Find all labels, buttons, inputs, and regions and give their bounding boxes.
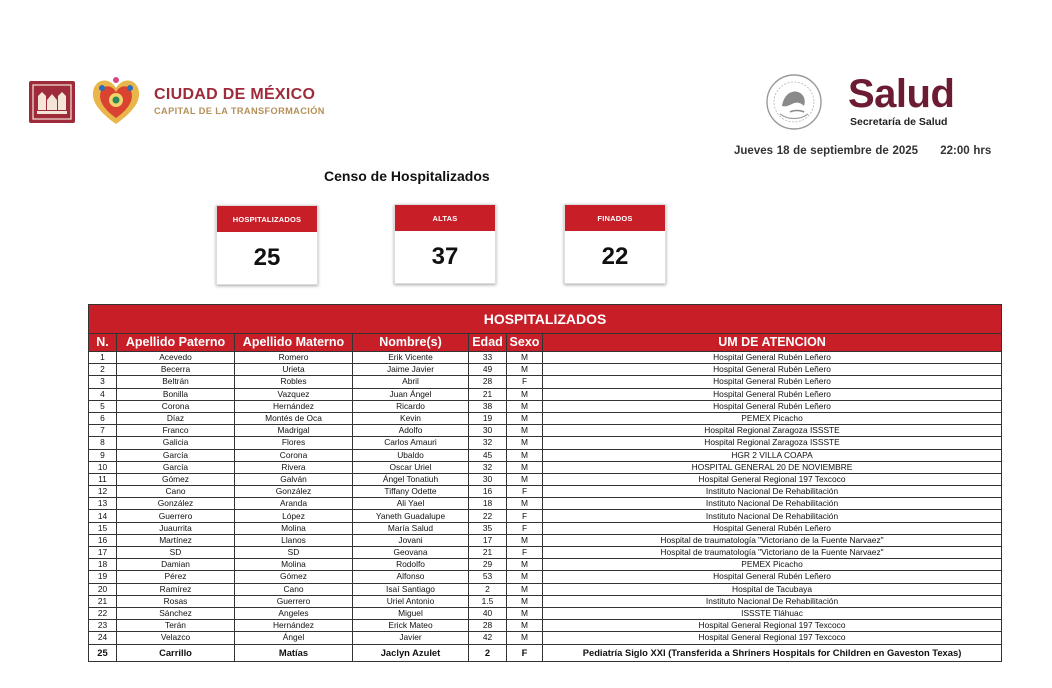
- cell-um-de-atencion: Hospital General Rubén Leñero: [543, 376, 1002, 388]
- table-row: [89, 400, 1002, 412]
- cell-number: 9: [89, 449, 117, 461]
- column-header-sexo: Sexo: [507, 334, 543, 352]
- cell-edad: 18: [469, 498, 507, 510]
- cell-sexo: M: [507, 461, 543, 473]
- table-row: [89, 607, 1002, 619]
- mexico-national-seal-logo: [752, 72, 836, 132]
- cell-edad: 30: [469, 425, 507, 437]
- report-time-text: 22:00 hrs: [940, 145, 992, 157]
- cell-apellido-paterno: Galicia: [117, 437, 235, 449]
- table-row: [89, 486, 1002, 498]
- cell-apellido-materno: Romero: [235, 352, 353, 364]
- cell-sexo: F: [507, 486, 543, 498]
- cell-nombres: Rodolfo: [353, 559, 469, 571]
- cell-number: 18: [89, 559, 117, 571]
- table-row: [89, 559, 1002, 571]
- cell-um-de-atencion: Hospital Regional Zaragoza ISSSTE: [543, 425, 1002, 437]
- cell-apellido-materno: Rivera: [235, 461, 353, 473]
- cell-um-de-atencion: Hospital General Rubén Leñero: [543, 364, 1002, 376]
- cell-nombres: Abril: [353, 376, 469, 388]
- cell-um-de-atencion: Hospital General Rubén Leñero: [543, 352, 1002, 364]
- cell-apellido-materno: Corona: [235, 449, 353, 461]
- cell-apellido-paterno: Damian: [117, 559, 235, 571]
- cell-number: 6: [89, 412, 117, 424]
- table-row: [89, 388, 1002, 400]
- table-row: [89, 498, 1002, 510]
- cell-um-de-atencion: HOSPITAL GENERAL 20 DE NOVIEMBRE: [543, 461, 1002, 473]
- cell-nombres: Adolfo: [353, 425, 469, 437]
- cell-number: 3: [89, 376, 117, 388]
- stat-card-altas: [394, 204, 496, 284]
- cell-edad: 45: [469, 449, 507, 461]
- cell-apellido-paterno: Bonilla: [117, 388, 235, 400]
- cell-edad: 22: [469, 510, 507, 522]
- cell-nombres: Ali Yael: [353, 498, 469, 510]
- cell-nombres: Erick Mateo: [353, 620, 469, 632]
- cell-edad: 49: [469, 364, 507, 376]
- cell-edad: 2: [469, 644, 507, 661]
- cell-apellido-materno: Angeles: [235, 607, 353, 619]
- cell-sexo: M: [507, 607, 543, 619]
- cell-um-de-atencion: Hospital de traumatología "Victoriano de la Fuente Narvaez": [543, 534, 1002, 546]
- cell-edad: 53: [469, 571, 507, 583]
- cell-apellido-materno: SD: [235, 547, 353, 559]
- table-row: [89, 522, 1002, 534]
- cell-sexo: M: [507, 473, 543, 485]
- cell-um-de-atencion: Pediatría Siglo XXI (Transferida a Shriners Hospitals for Children en Gaveston Texas): [543, 644, 1002, 661]
- cell-um-de-atencion: Instituto Nacional De Rehabilitación: [543, 510, 1002, 522]
- cell-edad: 19: [469, 412, 507, 424]
- cell-um-de-atencion: Hospital General Rubén Leñero: [543, 522, 1002, 534]
- cell-um-de-atencion: Hospital General Rubén Leñero: [543, 400, 1002, 412]
- cell-edad: 1.5: [469, 595, 507, 607]
- report-date-text: Jueves 18 de septiembre de 2025: [734, 145, 919, 157]
- cell-sexo: M: [507, 412, 543, 424]
- cell-nombres: Juan Ángel: [353, 388, 469, 400]
- table-row: [89, 376, 1002, 388]
- cell-nombres: Geovana: [353, 547, 469, 559]
- cell-apellido-paterno: Sánchez: [117, 607, 235, 619]
- cell-edad: 2: [469, 583, 507, 595]
- cell-nombres: Ricardo: [353, 400, 469, 412]
- column-header-edad: Edad: [469, 334, 507, 352]
- cell-um-de-atencion: PEMEX Picacho: [543, 412, 1002, 424]
- cell-number: 23: [89, 620, 117, 632]
- cell-number: 5: [89, 400, 117, 412]
- cell-um-de-atencion: Hospital General Rubén Leñero: [543, 388, 1002, 400]
- cell-nombres: Javier: [353, 632, 469, 644]
- cell-apellido-materno: Matías: [235, 644, 353, 661]
- table-row: [89, 510, 1002, 522]
- cell-apellido-materno: Robles: [235, 376, 353, 388]
- cell-number: 8: [89, 437, 117, 449]
- cell-apellido-paterno: Franco: [117, 425, 235, 437]
- cell-number: 12: [89, 486, 117, 498]
- cell-sexo: M: [507, 364, 543, 376]
- table-row: [89, 461, 1002, 473]
- cell-number: 20: [89, 583, 117, 595]
- cell-number: 10: [89, 461, 117, 473]
- cdmx-subtitle: CAPITAL DE LA TRANSFORMACIÓN: [154, 106, 325, 116]
- column-header-number: N.: [89, 334, 117, 352]
- stat-value-hospitalizados: 25: [253, 244, 281, 271]
- cell-nombres: Isaí Santiago: [353, 583, 469, 595]
- cell-sexo: F: [507, 510, 543, 522]
- cell-apellido-paterno: Acevedo: [117, 352, 235, 364]
- cell-um-de-atencion: Hospital General Regional 197 Texcoco: [543, 473, 1002, 485]
- cell-apellido-paterno: SD: [117, 547, 235, 559]
- cell-sexo: F: [507, 644, 543, 661]
- table-row: [89, 644, 1002, 661]
- cell-sexo: M: [507, 449, 543, 461]
- cell-apellido-materno: Gómez: [235, 571, 353, 583]
- stat-value-altas: 37: [431, 243, 459, 270]
- cell-number: 4: [89, 388, 117, 400]
- cell-um-de-atencion: Instituto Nacional De Rehabilitación: [543, 595, 1002, 607]
- table-row: [89, 632, 1002, 644]
- cell-number: 1: [89, 352, 117, 364]
- cell-apellido-paterno: Cano: [117, 486, 235, 498]
- cell-apellido-paterno: Terán: [117, 620, 235, 632]
- cell-nombres: Uriel Antonio: [353, 595, 469, 607]
- cell-apellido-materno: Aranda: [235, 498, 353, 510]
- table-row: [89, 547, 1002, 559]
- cell-edad: 21: [469, 547, 507, 559]
- cell-apellido-paterno: Velazco: [117, 632, 235, 644]
- cell-sexo: M: [507, 437, 543, 449]
- cell-um-de-atencion: HGR 2 VILLA COAPA: [543, 449, 1002, 461]
- cell-sexo: M: [507, 534, 543, 546]
- cell-edad: 16: [469, 486, 507, 498]
- table-row: [89, 620, 1002, 632]
- table-row: [89, 449, 1002, 461]
- table-row: [89, 473, 1002, 485]
- table-row: [89, 595, 1002, 607]
- cdmx-heart-logo: [88, 70, 144, 130]
- cell-edad: 33: [469, 352, 507, 364]
- cell-edad: 40: [469, 607, 507, 619]
- cell-nombres: Erik Vicente: [353, 352, 469, 364]
- cell-apellido-materno: Llanos: [235, 534, 353, 546]
- table-row: [89, 534, 1002, 546]
- cell-apellido-materno: Flores: [235, 437, 353, 449]
- cell-um-de-atencion: Hospital de traumatología "Victoriano de la Fuente Narvaez": [543, 547, 1002, 559]
- cell-nombres: Alfonso: [353, 571, 469, 583]
- cell-edad: 35: [469, 522, 507, 534]
- cell-um-de-atencion: ISSSTE Tláhuac: [543, 607, 1002, 619]
- table-body: [89, 352, 1002, 662]
- cell-apellido-materno: Molina: [235, 559, 353, 571]
- cell-apellido-paterno: Díaz: [117, 412, 235, 424]
- cell-um-de-atencion: Hospital de Tacubaya: [543, 583, 1002, 595]
- cell-apellido-materno: López: [235, 510, 353, 522]
- cell-edad: 32: [469, 461, 507, 473]
- stat-card-finados: [564, 204, 666, 284]
- cell-number: 25: [89, 644, 117, 661]
- cell-edad: 28: [469, 376, 507, 388]
- cell-number: 2: [89, 364, 117, 376]
- cell-edad: 32: [469, 437, 507, 449]
- cell-um-de-atencion: Instituto Nacional De Rehabilitación: [543, 486, 1002, 498]
- cell-nombres: Carlos Amauri: [353, 437, 469, 449]
- cell-sexo: M: [507, 620, 543, 632]
- cell-nombres: Tiffany Odette: [353, 486, 469, 498]
- cell-edad: 42: [469, 632, 507, 644]
- cell-number: 7: [89, 425, 117, 437]
- cell-um-de-atencion: Hospital General Regional 197 Texcoco: [543, 620, 1002, 632]
- cell-nombres: Yaneth Guadalupe: [353, 510, 469, 522]
- cell-sexo: M: [507, 632, 543, 644]
- cell-nombres: Jaclyn Azulet: [353, 644, 469, 661]
- cell-number: 16: [89, 534, 117, 546]
- salud-subtitle: Secretaría de Salud: [850, 116, 948, 128]
- salud-title: Salud: [848, 72, 955, 116]
- cell-apellido-materno: Galván: [235, 473, 353, 485]
- cell-apellido-paterno: Rosas: [117, 595, 235, 607]
- cell-apellido-paterno: Guerrero: [117, 510, 235, 522]
- cell-apellido-paterno: García: [117, 461, 235, 473]
- cell-nombres: Miguel: [353, 607, 469, 619]
- cell-apellido-materno: Guerrero: [235, 595, 353, 607]
- cell-sexo: F: [507, 547, 543, 559]
- stat-value-finados: 22: [601, 243, 629, 270]
- cell-apellido-paterno: Ramírez: [117, 583, 235, 595]
- cell-nombres: Jovani: [353, 534, 469, 546]
- cell-apellido-materno: Hernández: [235, 400, 353, 412]
- table-row: [89, 352, 1002, 364]
- cell-apellido-materno: Madrigal: [235, 425, 353, 437]
- cell-nombres: Ubaldo: [353, 449, 469, 461]
- stat-label-finados: FINADOS: [565, 205, 665, 231]
- table-row: [89, 583, 1002, 595]
- cell-sexo: M: [507, 498, 543, 510]
- table-row: [89, 412, 1002, 424]
- cell-apellido-paterno: Carrillo: [117, 644, 235, 661]
- cell-apellido-paterno: Martínez: [117, 534, 235, 546]
- cell-edad: 38: [469, 400, 507, 412]
- cell-number: 11: [89, 473, 117, 485]
- cell-sexo: F: [507, 376, 543, 388]
- cell-number: 22: [89, 607, 117, 619]
- column-header-apellido-paterno: Apellido Paterno: [117, 334, 235, 352]
- cell-nombres: Oscar Uriel: [353, 461, 469, 473]
- cell-edad: 29: [469, 559, 507, 571]
- cell-nombres: Jaime Javier: [353, 364, 469, 376]
- cell-number: 15: [89, 522, 117, 534]
- table-title: HOSPITALIZADOS: [89, 305, 1002, 334]
- cell-number: 24: [89, 632, 117, 644]
- cell-nombres: María Salud: [353, 522, 469, 534]
- stat-label-hospitalizados: HOSPITALIZADOS: [217, 206, 317, 232]
- cell-sexo: M: [507, 352, 543, 364]
- stat-card-hospitalizados: [216, 205, 318, 285]
- stat-label-altas: ALTAS: [395, 205, 495, 231]
- cell-edad: 21: [469, 388, 507, 400]
- cell-apellido-paterno: Corona: [117, 400, 235, 412]
- cell-um-de-atencion: PEMEX Picacho: [543, 559, 1002, 571]
- cell-apellido-materno: Cano: [235, 583, 353, 595]
- table-row: [89, 425, 1002, 437]
- hospitalized-patients-table: [88, 304, 1002, 662]
- census-title: Censo de Hospitalizados: [324, 168, 490, 184]
- table-row: [89, 437, 1002, 449]
- cell-apellido-paterno: Pérez: [117, 571, 235, 583]
- cell-um-de-atencion: Hospital Regional Zaragoza ISSSTE: [543, 437, 1002, 449]
- cdmx-title: CIUDAD DE MÉXICO: [154, 86, 316, 103]
- cell-nombres: Kevin: [353, 412, 469, 424]
- cell-sexo: M: [507, 595, 543, 607]
- cell-um-de-atencion: Hospital General Rubén Leñero: [543, 571, 1002, 583]
- cell-apellido-paterno: Gómez: [117, 473, 235, 485]
- cell-number: 21: [89, 595, 117, 607]
- cell-apellido-paterno: González: [117, 498, 235, 510]
- column-header-apellido-materno: Apellido Materno: [235, 334, 353, 352]
- column-header-nombres: Nombre(s): [353, 334, 469, 352]
- cell-apellido-paterno: García: [117, 449, 235, 461]
- cell-sexo: M: [507, 388, 543, 400]
- column-header-um-de-atencion: UM DE ATENCION: [543, 334, 1002, 352]
- cell-sexo: F: [507, 522, 543, 534]
- cell-sexo: M: [507, 400, 543, 412]
- cell-apellido-materno: Urieta: [235, 364, 353, 376]
- report-date: [734, 145, 991, 157]
- cell-apellido-paterno: Juaurrita: [117, 522, 235, 534]
- cell-number: 14: [89, 510, 117, 522]
- cell-sexo: M: [507, 425, 543, 437]
- cell-edad: 30: [469, 473, 507, 485]
- cell-apellido-paterno: Beltrán: [117, 376, 235, 388]
- cell-apellido-materno: Molina: [235, 522, 353, 534]
- cdmx-seal-logo: [28, 80, 76, 124]
- cell-nombres: Ángel Tonatiuh: [353, 473, 469, 485]
- cell-apellido-paterno: Becerra: [117, 364, 235, 376]
- cell-number: 19: [89, 571, 117, 583]
- cell-sexo: M: [507, 559, 543, 571]
- cell-edad: 28: [469, 620, 507, 632]
- cell-apellido-materno: Hernández: [235, 620, 353, 632]
- cell-apellido-materno: Vazquez: [235, 388, 353, 400]
- cell-number: 13: [89, 498, 117, 510]
- table-row: [89, 364, 1002, 376]
- cell-um-de-atencion: Instituto Nacional De Rehabilitación: [543, 498, 1002, 510]
- cell-apellido-materno: González: [235, 486, 353, 498]
- cell-number: 17: [89, 547, 117, 559]
- cell-sexo: M: [507, 583, 543, 595]
- table-row: [89, 571, 1002, 583]
- cell-sexo: M: [507, 571, 543, 583]
- cell-apellido-materno: Ángel: [235, 632, 353, 644]
- cell-um-de-atencion: Hospital General Regional 197 Texcoco: [543, 632, 1002, 644]
- cell-edad: 17: [469, 534, 507, 546]
- cell-apellido-materno: Montés de Oca: [235, 412, 353, 424]
